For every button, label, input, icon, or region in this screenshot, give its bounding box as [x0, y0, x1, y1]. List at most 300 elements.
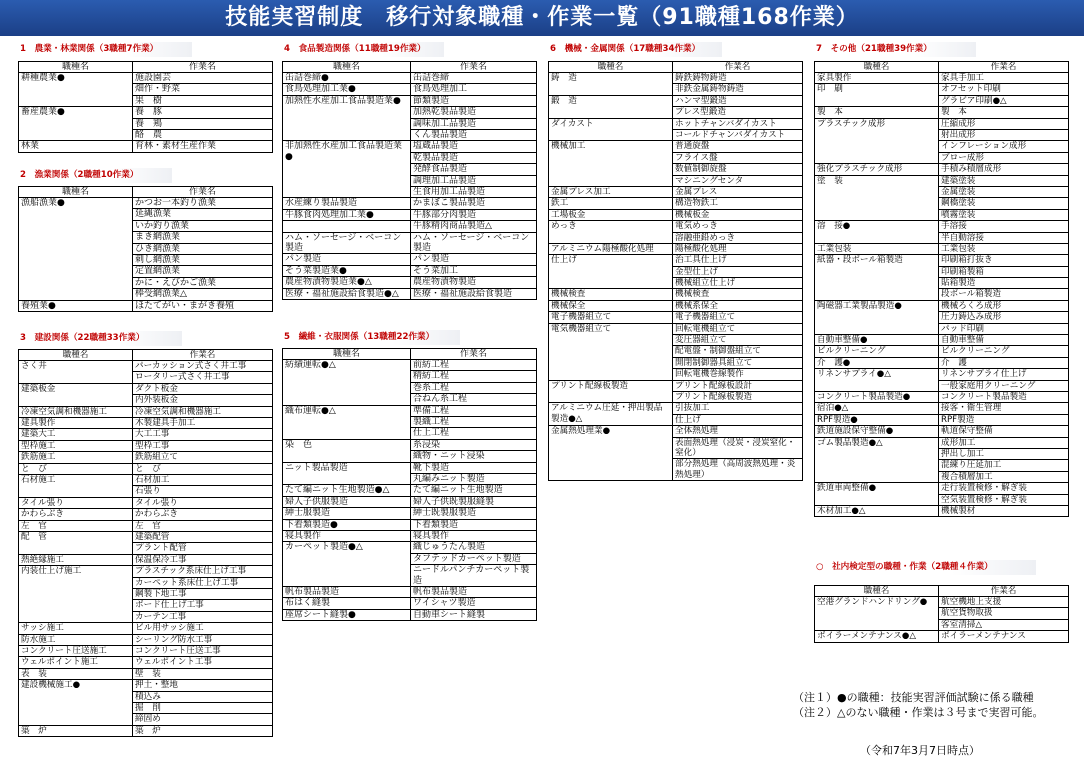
table-row	[549, 300, 803, 311]
job-name: 座席シート縫製●	[283, 609, 411, 620]
job-name: 防水施工	[19, 634, 133, 645]
work-list	[133, 532, 273, 555]
job-name: RPF製造●	[815, 414, 939, 425]
work-list	[411, 277, 537, 288]
work-list	[411, 288, 537, 299]
work-name: 冷凍空気調和機器施工	[135, 406, 221, 417]
table-row	[19, 463, 273, 474]
table-row	[283, 508, 537, 519]
work-name: 変圧器組立て	[673, 335, 802, 346]
job-name: コンクリート製品製造●	[815, 392, 939, 403]
work-name: 機械製材	[941, 506, 976, 517]
note-2: （注２）△のない職種・作業は３号まで実習可能。	[793, 706, 1044, 719]
table-row	[283, 73, 537, 84]
work-list	[939, 506, 1069, 517]
table-row	[283, 586, 537, 597]
work-list	[939, 118, 1069, 164]
work-name: 配電盤・制御盤組立て	[673, 346, 802, 357]
work-name: 自動車シート縫製	[413, 609, 486, 620]
work-list	[411, 439, 537, 462]
table-row	[19, 520, 273, 531]
work-name: 木製建具手加工	[135, 417, 196, 428]
work-name: 建築塗装	[939, 176, 1068, 187]
work-name: シーリング防水工事	[135, 634, 213, 645]
table-row	[283, 221, 537, 232]
work-name: 築 炉	[135, 725, 161, 736]
work-list	[411, 462, 537, 485]
table-row	[283, 542, 537, 587]
section-title-construction: 3 建設関係（22職種33作業）	[18, 331, 182, 346]
header-work: 作業名	[133, 350, 273, 361]
work-name: ハンマ型鍛造	[673, 96, 802, 107]
work-name: ほたてがい・まがき養殖	[135, 300, 235, 311]
work-list	[673, 380, 803, 403]
work-list	[673, 426, 803, 481]
table-row	[19, 300, 273, 311]
job-name: 宿泊●△	[815, 403, 939, 414]
table-row	[19, 141, 273, 152]
work-name: オフセット印刷	[939, 84, 1068, 95]
job-name: プリント配線板製造	[549, 380, 673, 403]
table-row	[283, 141, 537, 198]
work-name: 建築配管	[133, 532, 272, 543]
work-list	[411, 405, 537, 439]
work-name: 育林・素材生産作業	[135, 141, 217, 152]
work-name: 押土・整地	[133, 680, 272, 691]
job-name: 電子機器組立て	[549, 312, 673, 323]
job-name: タイル張り	[19, 497, 133, 508]
work-list	[939, 369, 1069, 392]
work-list	[939, 357, 1069, 368]
table-row	[815, 335, 1069, 346]
job-name: ビルクリーニング	[815, 346, 939, 357]
work-name: 混練り圧延加工	[939, 460, 1068, 471]
work-list	[673, 255, 803, 289]
work-name: ビルクリーニング	[941, 346, 1010, 357]
work-list	[939, 392, 1069, 403]
table-row	[283, 462, 537, 485]
work-list	[133, 680, 273, 726]
table-row	[283, 209, 537, 220]
job-name: 左 官	[19, 520, 133, 531]
work-name: 前紡工程	[411, 360, 536, 371]
work-name: 複合積層加工	[941, 471, 993, 482]
table-row	[549, 209, 803, 220]
job-name: 紙器・段ボール箱製造	[815, 255, 939, 301]
work-name: 糸浸染	[411, 440, 536, 451]
job-name: 鋳 造	[549, 73, 673, 96]
table-row	[815, 426, 1069, 437]
job-name: 織布運転●△	[283, 405, 411, 439]
work-name: 織じゅうたん製造	[411, 542, 536, 553]
work-name: 定置網漁業	[133, 266, 272, 277]
job-name: と び	[19, 463, 133, 474]
section-title-agriculture: 1 農業・林業関係（3職種7作業）	[18, 42, 192, 57]
header-job: 職種名	[283, 62, 411, 73]
header-work: 作業名	[939, 62, 1069, 73]
job-name: 医療・福祉施設給食製造●△	[283, 288, 411, 299]
work-name: 医療・福祉施設給食製造	[413, 288, 513, 299]
work-list	[411, 198, 537, 209]
job-name: 帆布製品製造	[283, 586, 411, 597]
work-list	[939, 483, 1069, 506]
job-name: 布はく縫製	[283, 598, 411, 609]
work-name: いか釣り漁業	[133, 221, 272, 232]
table-row	[283, 84, 537, 95]
job-name: ダイカスト	[549, 118, 673, 141]
table-row	[19, 668, 273, 679]
work-name: かわらぶき	[135, 509, 178, 520]
work-list	[411, 232, 537, 254]
work-name: 仕上工程	[413, 428, 450, 439]
work-name: カーペット系床仕上げ工事	[133, 578, 272, 589]
work-name: 製 本	[941, 107, 967, 118]
work-name: 客室清掃△	[941, 619, 982, 630]
work-list	[411, 485, 537, 496]
work-list	[939, 437, 1069, 483]
table-row	[19, 383, 273, 406]
table-construction	[18, 349, 273, 737]
work-name: 靴下製造	[411, 463, 536, 474]
work-list	[133, 725, 273, 736]
job-name: 農産物漬物製造業●△	[283, 277, 411, 288]
job-name: サッシ施工	[19, 623, 133, 634]
header-job: 職種名	[283, 349, 411, 360]
work-name: 空気装置検修・解ぎ装	[941, 494, 1027, 505]
work-name: 成形加工	[939, 438, 1068, 449]
work-list	[411, 609, 537, 620]
work-list	[133, 73, 273, 107]
work-name: 機械ろくろ成形	[939, 301, 1068, 312]
work-name: そう菜加工	[413, 265, 459, 276]
work-list	[411, 84, 537, 95]
date-note: （令和7年3月7日時点）	[860, 744, 980, 757]
table-row	[19, 623, 273, 634]
work-name: 自動車整備	[941, 335, 984, 346]
table-header	[19, 62, 273, 73]
table-row	[19, 452, 273, 463]
header-work: 作業名	[673, 62, 803, 73]
table-row	[549, 141, 803, 187]
work-name: 鋳鉄鋳物鋳造	[673, 73, 802, 84]
work-name: プリント配線板設計	[673, 381, 802, 392]
section-title-food: 4 食品製造関係（11職種19作業）	[282, 42, 444, 57]
table-row	[549, 403, 803, 426]
work-name: プラスチック系床仕上げ工事	[133, 566, 272, 577]
job-name: 陶磁器工業製品製造●	[815, 300, 939, 334]
work-list	[133, 406, 273, 417]
work-name: ワイシャツ製造	[413, 598, 476, 609]
table-row	[815, 164, 1069, 175]
job-name: 家具製作	[815, 73, 939, 84]
header-job: 職種名	[19, 350, 133, 361]
job-name: さく井	[19, 361, 133, 384]
work-name: グラビア印刷●△	[941, 95, 1007, 106]
job-name: 染 色	[283, 439, 411, 462]
table-row	[19, 429, 273, 440]
work-list	[673, 141, 803, 187]
work-list	[939, 335, 1069, 346]
table-row	[283, 598, 537, 609]
table-row	[19, 680, 273, 726]
work-name: 半自動溶接	[941, 232, 984, 243]
work-name: 丸編みニット製造	[413, 473, 485, 484]
job-name: 介 護●	[815, 357, 939, 368]
work-name: 乾製品製造	[411, 153, 536, 164]
table-row	[549, 289, 803, 300]
work-name: 圧力鋳込み成形	[939, 312, 1068, 323]
work-name: 普通旋盤	[673, 141, 802, 152]
work-list	[133, 623, 273, 634]
table-row	[549, 95, 803, 118]
work-name: 構造物鉄工	[675, 198, 718, 209]
table-header	[815, 586, 1069, 597]
job-name: ゴム製品製造●△	[815, 437, 939, 483]
job-name: パン製造	[283, 254, 411, 265]
job-name: 表 装	[19, 668, 133, 679]
table-fishery	[18, 186, 273, 312]
work-list	[673, 403, 803, 426]
job-name: 冷凍空気調和機器施工	[19, 406, 133, 417]
work-name: 塩蔵品製造	[411, 141, 536, 152]
job-name: 紡績運転●△	[283, 360, 411, 406]
table-row	[815, 597, 1069, 631]
table-row	[549, 312, 803, 323]
work-list	[939, 221, 1069, 244]
job-name: 養殖業●	[19, 300, 133, 311]
work-name: 噴霧塗装	[941, 209, 976, 220]
job-name: 塗 装	[815, 175, 939, 221]
work-name: 段ボール箱製造	[941, 289, 1001, 300]
work-list	[133, 566, 273, 623]
work-name: 生食用加工品製造	[413, 186, 486, 197]
work-name: 型枠工事	[135, 440, 170, 451]
work-name: 婦人子供既製服縫製	[413, 496, 495, 507]
header-job: 職種名	[549, 62, 673, 73]
job-name: ウェルポイント施工	[19, 657, 133, 668]
section-title-other: 7 その他（21職種39作業）	[814, 42, 976, 57]
table-row	[19, 566, 273, 623]
job-name: 食鳥処理加工業●	[283, 84, 411, 95]
work-name: 印刷箱製箱	[939, 267, 1068, 278]
job-name: 紳士服製造	[283, 508, 411, 519]
work-name: 手溶接	[939, 221, 1068, 232]
work-list	[939, 346, 1069, 357]
work-name: 織物・ニット浸染	[413, 451, 485, 462]
job-name: 建具製作	[19, 417, 133, 428]
work-name: 製織工程	[411, 417, 536, 428]
work-name: 棒受網漁業△	[135, 289, 187, 300]
section-title-machinery: 6 機械・金属関係（17職種34作業）	[548, 42, 722, 57]
header-work: 作業名	[133, 62, 273, 73]
work-name: 非鉄金属鋳物鋳造	[675, 84, 744, 95]
work-name: コールドチャンバダイカスト	[675, 129, 786, 140]
table-row	[283, 609, 537, 620]
job-name: 石材施工	[19, 475, 133, 498]
work-name: ブロー成形	[941, 152, 984, 163]
job-name: 熱絶縁施工	[19, 554, 133, 565]
work-list	[673, 209, 803, 220]
table-row	[19, 634, 273, 645]
work-list	[939, 597, 1069, 631]
job-name: 自動車整備●	[815, 335, 939, 346]
table-header	[549, 62, 803, 73]
table-header	[19, 187, 273, 198]
table-row	[283, 519, 537, 530]
work-name: かまぼこ製品製造	[413, 198, 486, 209]
work-name: 軌道保守整備	[941, 426, 993, 437]
work-name: 下着類製造	[413, 519, 459, 530]
table-row	[19, 417, 273, 428]
table-row	[19, 725, 273, 736]
table-row	[283, 530, 537, 541]
table-agriculture	[18, 61, 273, 153]
job-name: 型枠施工	[19, 440, 133, 451]
job-name: 内装仕上げ施工	[19, 566, 133, 623]
job-name: 工業包装	[815, 243, 939, 254]
job-name: 缶詰巻締●	[283, 73, 411, 84]
job-name: たて編ニット生地製造●△	[283, 485, 411, 496]
work-name: 帆布製品製造	[413, 586, 468, 597]
work-name: プレス型鍛造	[675, 107, 726, 118]
work-list	[133, 509, 273, 520]
table-other	[814, 61, 1069, 517]
work-name: ハム・ソーセージ・ベーコン製造	[413, 232, 530, 253]
work-name: ホットチャンバダイカスト	[673, 119, 802, 130]
work-name: プリント配線板製造	[675, 392, 753, 403]
table-row	[283, 485, 537, 496]
work-name: ロータリー式さく井工事	[135, 372, 230, 383]
work-name: 精紡工程	[411, 371, 536, 382]
work-name: 引抜加工	[673, 403, 802, 414]
table-row	[815, 437, 1069, 483]
work-name: 開閉制御器具組立て	[673, 358, 802, 369]
work-name: パーカッション式さく井工事	[133, 361, 272, 372]
header-job: 職種名	[19, 187, 133, 198]
work-name: 石材加工	[133, 475, 272, 486]
section-title-fishery: 2 漁業関係（2職種10作業）	[18, 168, 172, 183]
job-name: プラスチック成形	[815, 118, 939, 164]
table-row	[19, 497, 273, 508]
work-list	[673, 300, 803, 311]
work-name: 大工工事	[135, 429, 170, 440]
table-row	[549, 198, 803, 209]
work-list	[411, 598, 537, 609]
table-row	[815, 631, 1069, 642]
table-row	[283, 265, 537, 276]
table-row	[815, 107, 1069, 118]
work-name: くん製品製造	[413, 129, 468, 140]
work-name: まき網漁業	[133, 232, 272, 243]
table-row	[549, 186, 803, 197]
work-name: カーテン工事	[135, 611, 187, 622]
work-name: 金型仕上げ	[673, 267, 802, 278]
header-work: 作業名	[133, 187, 273, 198]
work-name: 電子機器組立て	[675, 312, 736, 323]
work-list	[133, 141, 273, 152]
table-row	[283, 254, 537, 265]
work-name: 航空貨物取扱	[939, 608, 1068, 619]
table-row	[815, 369, 1069, 392]
table-header	[815, 62, 1069, 73]
work-list	[133, 452, 273, 463]
job-name: 非加熱性水産加工食品製造業●	[283, 141, 411, 198]
work-name: ひき網漁業	[133, 244, 272, 255]
work-list	[133, 668, 273, 679]
table-row	[549, 426, 803, 481]
work-list	[411, 221, 537, 232]
work-name: 航空機地上支援	[939, 597, 1068, 608]
job-name: 建設機械施工●	[19, 680, 133, 726]
work-name: 缶詰巻締	[413, 73, 450, 83]
job-name: 木材加工●△	[815, 506, 939, 517]
job-name: 建築板金	[19, 383, 133, 406]
work-list	[133, 475, 273, 498]
job-name: 耕種農業●	[19, 73, 133, 107]
work-name: 金属塗装	[939, 187, 1068, 198]
work-name: 鋼製下地工事	[133, 589, 272, 600]
work-name: 締固め	[135, 714, 161, 725]
section-title-inhouse: ○ 社内検定型の職種・作業（2職種４作業）	[814, 560, 1036, 575]
work-name: 農産物漬物製造	[413, 277, 477, 288]
job-name: 印 刷	[815, 84, 939, 107]
header-job: 職種名	[815, 62, 939, 73]
work-name: 準備工程	[411, 406, 536, 417]
notes	[793, 690, 1043, 720]
work-list	[411, 519, 537, 530]
table-row	[19, 198, 273, 301]
work-list	[939, 84, 1069, 107]
header-work: 作業名	[411, 349, 537, 360]
work-list	[411, 209, 537, 220]
job-name: 機械加工	[549, 141, 673, 187]
work-list	[411, 360, 537, 406]
work-name: 回転電機巻線製作	[675, 369, 744, 380]
work-name: ビル用サッシ施工	[135, 623, 204, 634]
work-name: 壁 装	[135, 668, 161, 679]
work-list	[939, 164, 1069, 175]
work-name: 貼箱製造	[939, 278, 1068, 289]
table-row	[815, 255, 1069, 301]
work-name: プラント配管	[135, 543, 187, 554]
job-name: 配 管	[19, 532, 133, 555]
job-name: コンクリート圧送施工	[19, 645, 133, 656]
job-name: 鉄道施設保守整備●	[815, 426, 939, 437]
work-list	[939, 403, 1069, 414]
work-list	[673, 312, 803, 323]
job-name	[283, 221, 411, 232]
work-name: 鋼橋塗装	[939, 198, 1068, 209]
work-list	[411, 141, 537, 198]
work-list	[411, 508, 537, 519]
work-name: 延縄漁業	[133, 209, 272, 220]
job-name: 築 炉	[19, 725, 133, 736]
table-row	[283, 232, 537, 254]
work-list	[673, 289, 803, 300]
work-list	[411, 586, 537, 597]
work-list	[133, 417, 273, 428]
work-list	[939, 300, 1069, 334]
job-name: 機械検査	[549, 289, 673, 300]
table-row	[815, 84, 1069, 107]
work-list	[411, 73, 537, 84]
work-name: 内外装板金	[135, 395, 178, 406]
work-list	[133, 520, 273, 531]
work-list	[411, 530, 537, 541]
work-name: 畑作・野菜	[133, 84, 272, 95]
job-name: 牛豚食肉処理加工業●	[283, 209, 411, 220]
table-row	[283, 360, 537, 406]
